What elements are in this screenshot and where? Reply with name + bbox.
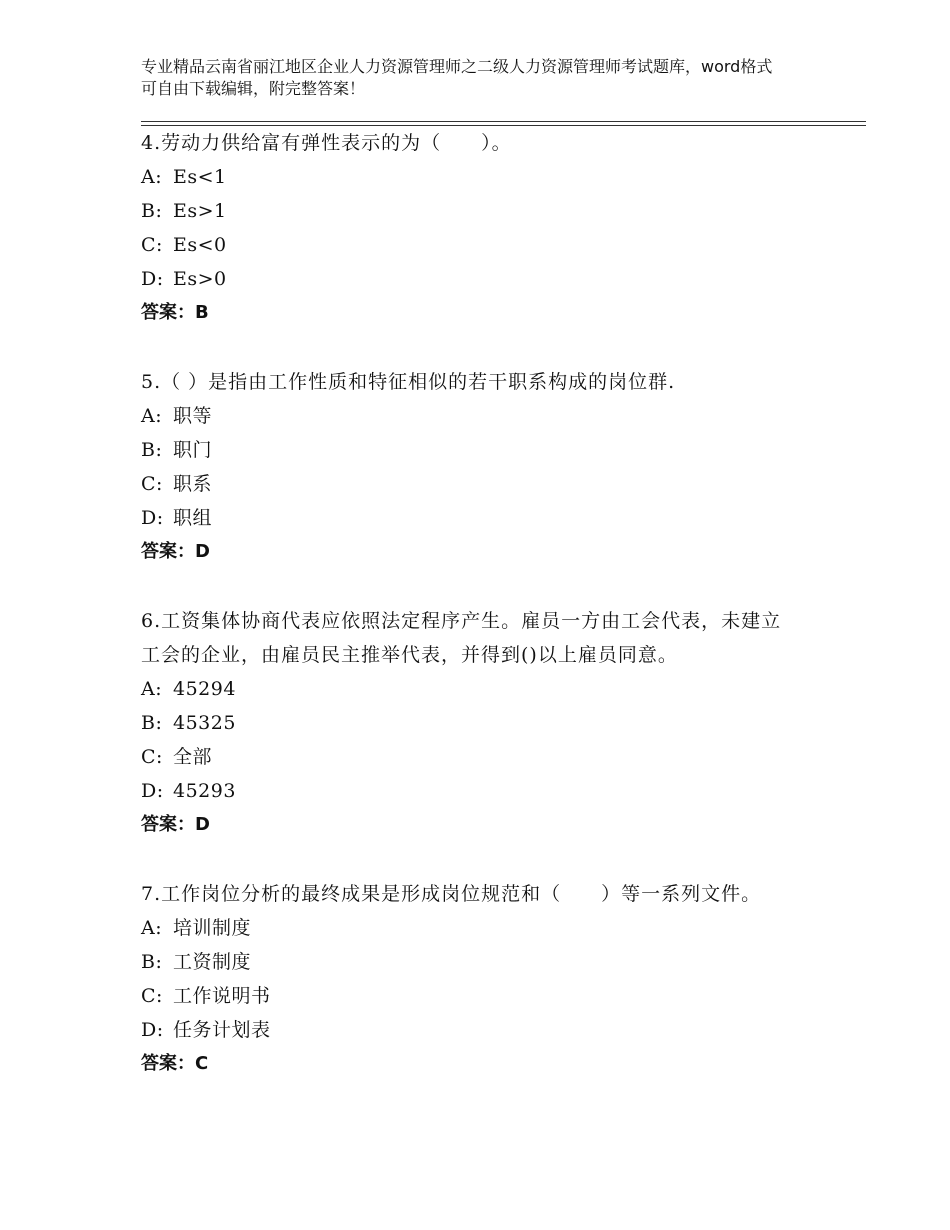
header-divider-top bbox=[141, 121, 866, 122]
option-text: 职组 bbox=[173, 507, 213, 529]
option-letter: A: bbox=[141, 166, 163, 188]
option-letter: D: bbox=[141, 268, 164, 290]
question-stem: 5.（ ）是指由工作性质和特征相似的若干职系构成的岗位群. bbox=[141, 371, 676, 393]
option-text: 任务计划表 bbox=[173, 1019, 271, 1041]
option-letter: A: bbox=[141, 917, 163, 939]
answer-label: 答案：C bbox=[141, 1053, 209, 1074]
question-stem: 4.劳动力供给富有弹性表示的为（ ）。 bbox=[141, 132, 512, 154]
option-d bbox=[141, 501, 801, 535]
option-a bbox=[141, 911, 801, 945]
option-b bbox=[141, 433, 801, 467]
question-stem: 6.工资集体协商代表应依照法定程序产生。雇员一方由工会代表，未建立工会的企业，由雇员民主推举代表，并得到()以上雇员同意。 bbox=[141, 610, 782, 666]
option-letter: B: bbox=[141, 200, 163, 222]
option-letter: D: bbox=[141, 507, 164, 529]
option-d bbox=[141, 774, 801, 808]
option-letter: B: bbox=[141, 439, 163, 461]
option-letter: B: bbox=[141, 712, 163, 734]
option-text: 职等 bbox=[173, 405, 213, 427]
option-text: 工作说明书 bbox=[173, 985, 271, 1007]
option-letter: A: bbox=[141, 405, 163, 427]
option-letter: D: bbox=[141, 1019, 164, 1041]
option-b bbox=[141, 945, 801, 979]
option-text: 培训制度 bbox=[173, 917, 252, 939]
option-text: Es>0 bbox=[173, 268, 227, 290]
document-title: 专业精品云南省丽江地区企业人力资源管理师之二级人力资源管理师考试题库，word格式可自由下载编辑，附完整答案！ bbox=[141, 57, 773, 98]
question-4 bbox=[141, 126, 801, 330]
option-text: 45294 bbox=[173, 678, 236, 700]
option-a bbox=[141, 672, 801, 706]
option-text: Es<0 bbox=[173, 234, 227, 256]
option-c bbox=[141, 228, 801, 262]
option-c bbox=[141, 740, 801, 774]
answer-label: 答案：D bbox=[141, 541, 210, 562]
option-d bbox=[141, 262, 801, 296]
option-letter: D: bbox=[141, 780, 164, 802]
option-text: 45293 bbox=[173, 780, 236, 802]
option-letter: B: bbox=[141, 951, 163, 973]
question-5 bbox=[141, 365, 801, 569]
question-7 bbox=[141, 877, 801, 1081]
option-text: 45325 bbox=[173, 712, 236, 734]
option-text: 职系 bbox=[173, 473, 213, 495]
question-6 bbox=[141, 604, 801, 842]
option-text: Es>1 bbox=[173, 200, 227, 222]
option-letter: C: bbox=[141, 746, 163, 768]
question-stem: 7.工作岗位分析的最终成果是形成岗位规范和（ ）等一系列文件。 bbox=[141, 883, 762, 905]
option-letter: A: bbox=[141, 678, 163, 700]
option-b bbox=[141, 706, 801, 740]
option-c bbox=[141, 467, 801, 501]
option-letter: C: bbox=[141, 473, 163, 495]
option-letter: C: bbox=[141, 234, 163, 256]
option-a bbox=[141, 160, 801, 194]
answer-label: 答案：D bbox=[141, 814, 210, 835]
option-text: Es<1 bbox=[173, 166, 227, 188]
option-text: 工资制度 bbox=[173, 951, 252, 973]
option-b bbox=[141, 194, 801, 228]
option-d bbox=[141, 1013, 801, 1047]
option-text: 全部 bbox=[173, 746, 213, 768]
option-letter: C: bbox=[141, 985, 163, 1007]
answer-label: 答案：B bbox=[141, 302, 209, 323]
option-text: 职门 bbox=[173, 439, 213, 461]
option-a bbox=[141, 399, 801, 433]
option-c bbox=[141, 979, 801, 1013]
